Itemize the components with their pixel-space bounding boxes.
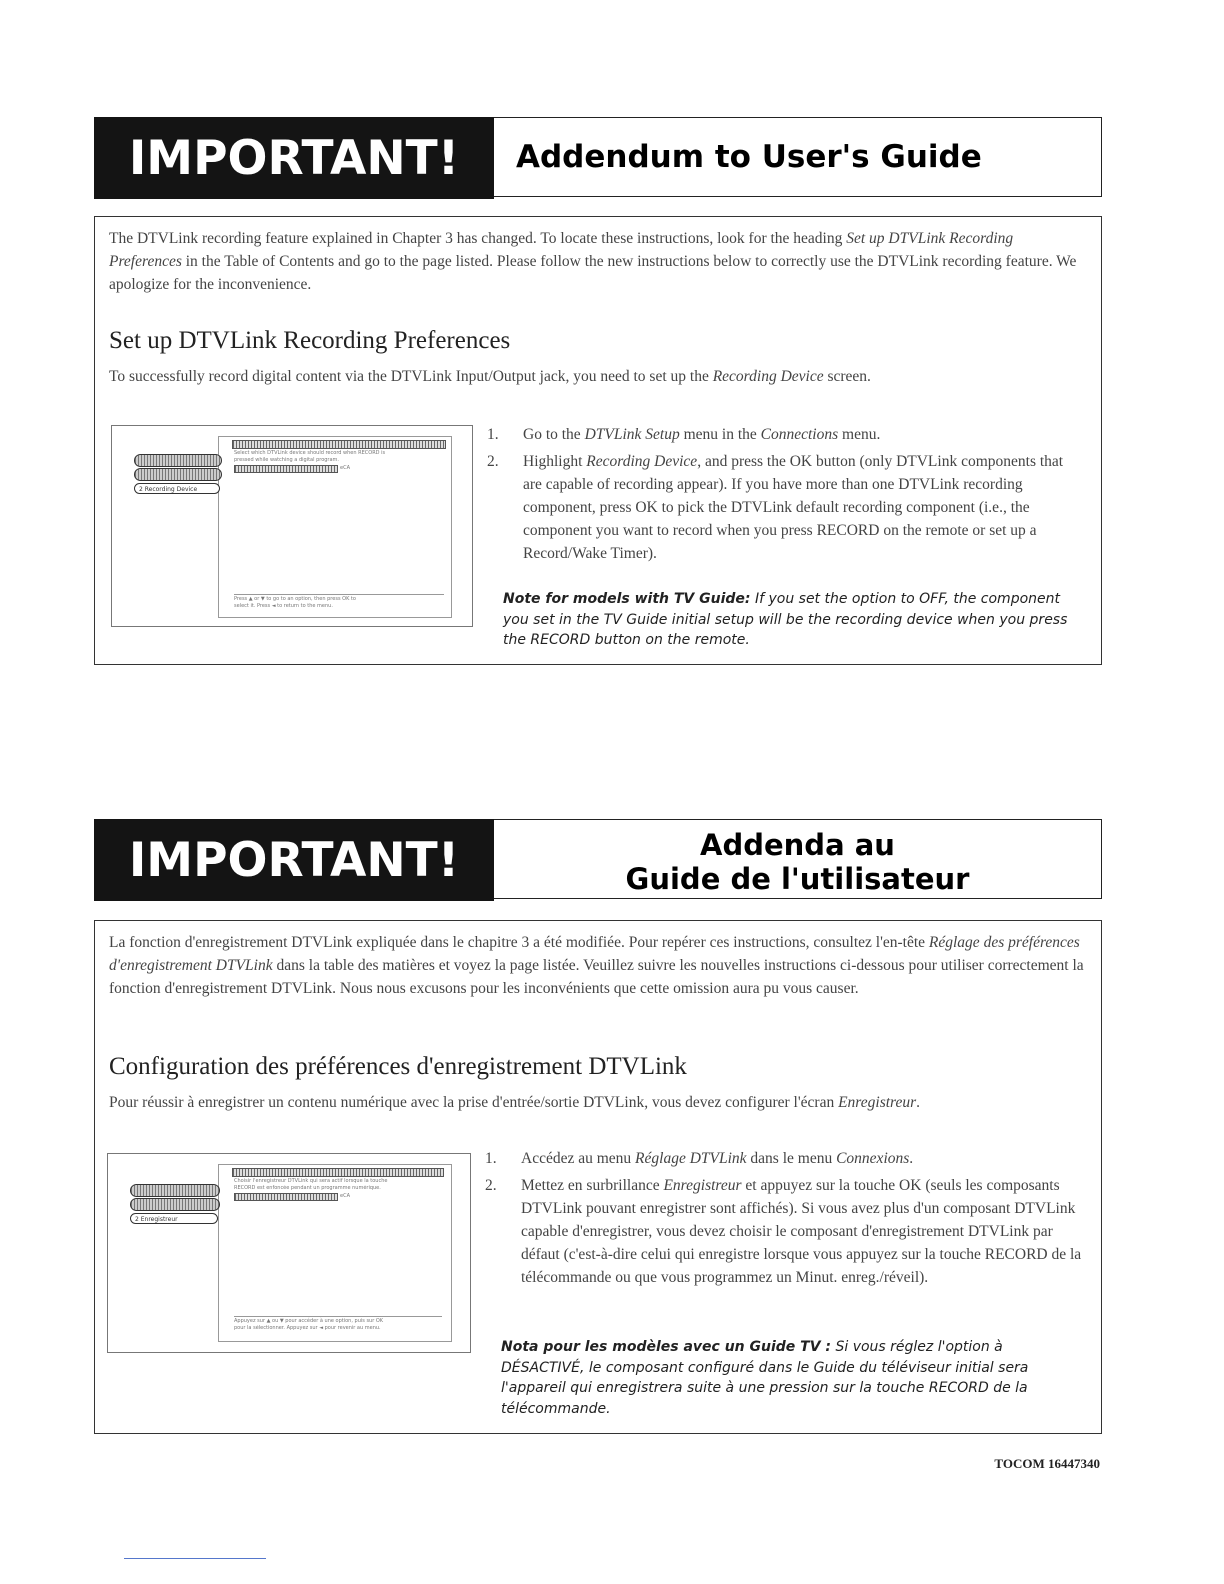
en-note bbox=[503, 589, 1083, 651]
fr-screenshot-tab-2 bbox=[130, 1198, 220, 1211]
en-step-1 bbox=[487, 423, 1085, 446]
fr-page-title-line-2: Guide de l'utilisateur bbox=[625, 862, 970, 896]
fr-page-title-line-1: Addenda au bbox=[700, 828, 895, 862]
fr-screenshot-line1: Choisir l'enregistreur DTVLink qui sera actif lorsque la touche bbox=[234, 1178, 388, 1184]
fr-section-heading: Configuration des préférences d'enregistrement DTVLink bbox=[109, 1053, 687, 1080]
fr-page-title bbox=[494, 819, 1102, 899]
fr-content-box bbox=[94, 920, 1102, 1434]
fr-important-badge: IMPORTANT! bbox=[94, 819, 494, 901]
fr-screenshot-help2: pour la sélectionner. Appuyez sur ◄ pour revenir au menu. bbox=[234, 1325, 381, 1331]
fr-steps bbox=[485, 1147, 1085, 1289]
fr-step-2-text-b: et appuyez sur la touche OK (seuls les composants DTVLink pouvant enregistrer sont affichés). Si vous avez plus d'un composant DTVLink capable d'enregistrer, vous devez choisir le composant d'enregistrement DTVLink par défaut (c'est-à-dire celui qui enregistre lorsque vous appuyez sur la touche RECORD de la télécommande ou que vous programmez un Minut. enreg./réveil). bbox=[521, 1177, 1082, 1286]
fr-intro-text-b: dans la table des matières et voyez la page listée. Veuillez suivre les nouvelles instructions ci-dessous pour utiliser correctement la fonction d'enregistrement DTVLink. Nous nous excusons pour les inconvénients que cette omission aura pu vous causer. bbox=[109, 957, 1084, 997]
fr-step-2-option: Enregistreur bbox=[663, 1177, 742, 1194]
en-step-2 bbox=[487, 450, 1085, 565]
fr-step-2 bbox=[485, 1174, 1085, 1289]
fr-menu-screenshot bbox=[107, 1153, 471, 1353]
fr-note-text: Si vous réglez l'option à DÉSACTIVÉ, le composant configuré dans le Guide du téléviseur initial sera l'appareil qui enregistrera suite à une pression sur la touche RECORD de la télécommande. bbox=[501, 1339, 1029, 1417]
fr-intro bbox=[109, 931, 1084, 1000]
en-step-2-text-b: , and press the OK button (only DTVLink components that are capable of recording appear). If you have more than one DTVLink recording component, press OK to pick the DTVLink default recording component (i.e., the component you want to record when you press RECORD on the remote or set up a Record/Wake Timer). bbox=[523, 453, 1064, 562]
en-section-heading: Set up DTVLink Recording Preferences bbox=[109, 327, 511, 354]
en-step-2-number: 2. bbox=[487, 453, 499, 470]
en-lead bbox=[109, 365, 1069, 388]
fr-step-2-number: 2. bbox=[485, 1177, 497, 1194]
fr-step-1-menu-2: Connexions bbox=[836, 1150, 910, 1167]
fr-note bbox=[501, 1337, 1086, 1419]
en-note-label: Note for models with TV Guide: bbox=[503, 591, 751, 607]
en-screenshot-tab-recording-device: 2 Recording Device bbox=[134, 483, 220, 494]
en-screenshot-option-highlight bbox=[234, 465, 338, 473]
fr-screenshot-tab-enregistreur: 2 Enregistreur bbox=[130, 1213, 218, 1224]
fr-step-1-text-b: dans le menu bbox=[746, 1150, 837, 1167]
en-intro bbox=[109, 227, 1079, 296]
fr-screenshot-tab-1 bbox=[130, 1184, 220, 1197]
en-lead-screen-name: Recording Device bbox=[712, 368, 824, 385]
en-important-badge: IMPORTANT! bbox=[94, 117, 494, 199]
fr-step-1-number: 1. bbox=[485, 1150, 497, 1167]
en-step-1-text-c: menu. bbox=[838, 426, 881, 443]
fr-header bbox=[94, 819, 1102, 901]
fr-step-2-text-a: Mettez en surbrillance bbox=[521, 1177, 664, 1194]
fr-screenshot-titlebar bbox=[232, 1168, 444, 1177]
fr-intro-text-a: La fonction d'enregistrement DTVLink expliquée dans le chapitre 3 a été modifiée. Pour repérer ces instructions, consultez l'en-tête bbox=[109, 934, 929, 951]
en-step-1-text-b: menu in the bbox=[679, 426, 761, 443]
en-screenshot-option-suffix: eCA bbox=[340, 465, 350, 471]
en-step-2-text-a: Highlight bbox=[523, 453, 587, 470]
document-id: TOCOM 16447340 bbox=[994, 1456, 1100, 1471]
en-steps bbox=[487, 423, 1085, 565]
en-step-1-menu-1: DTVLink Setup bbox=[584, 426, 680, 443]
en-screenshot-line1: Select which DTVLink device should record when RECORD is bbox=[234, 450, 386, 456]
fr-lead-screen-name: Enregistreur bbox=[838, 1094, 917, 1111]
en-screenshot-tab-2 bbox=[134, 468, 222, 481]
fr-screenshot-line2: RECORD est enfoncée pendant un programme numérique. bbox=[234, 1185, 381, 1191]
en-step-1-text-a: Go to the bbox=[523, 426, 585, 443]
en-lead-text-b: screen. bbox=[823, 368, 871, 385]
en-screenshot-line2: pressed while watching a digital program. bbox=[234, 457, 340, 463]
en-lead-text-a: To successfully record digital content via the DTVLink Input/Output jack, you need to set up the bbox=[109, 368, 713, 385]
fr-lead-text-a: Pour réussir à enregistrer un contenu numérique avec la prise d'entrée/sortie DTVLink, vous devez configurer l'écran bbox=[109, 1094, 839, 1111]
en-intro-text-a: The DTVLink recording feature explained in Chapter 3 has changed. To locate these instructions, look for the heading bbox=[109, 230, 847, 247]
en-intro-text-b: in the Table of Contents and go to the page listed. Please follow the new instructions below to correctly use the DTVLink recording feature. We apologize for the inconvenience. bbox=[109, 253, 1077, 293]
en-content-box bbox=[94, 216, 1102, 665]
en-screenshot-titlebar bbox=[232, 440, 446, 449]
en-step-2-option: Recording Device bbox=[586, 453, 698, 470]
en-screenshot-tab-1 bbox=[134, 454, 222, 467]
fr-screenshot-help1: Appuyez sur ▲ ou ▼ pour accéder à une option, puis sur OK bbox=[234, 1316, 442, 1325]
fr-screenshot-option-highlight bbox=[234, 1193, 338, 1201]
fr-step-1-menu-1: Réglage DTVLink bbox=[635, 1150, 747, 1167]
en-header bbox=[94, 117, 1102, 199]
bottom-rule bbox=[124, 1558, 266, 1559]
en-screenshot-help2: select it. Press ◄ to return to the menu. bbox=[234, 603, 333, 609]
en-note-text: If you set the option to OFF, the component you set in the TV Guide initial setup will be the recording device when you press the RECORD button on the remote. bbox=[503, 591, 1068, 648]
en-step-1-number: 1. bbox=[487, 426, 499, 443]
en-page-title: Addendum to User's Guide bbox=[494, 117, 1102, 197]
fr-step-1-text-c: . bbox=[909, 1150, 914, 1167]
fr-lead-text-b: . bbox=[916, 1094, 921, 1111]
fr-intro-heading-ref: Réglage des préférences d'enregistrement DTVLink bbox=[109, 934, 1080, 974]
fr-step-1-text-a: Accédez au menu bbox=[521, 1150, 636, 1167]
fr-lead bbox=[109, 1091, 1084, 1114]
en-intro-heading-ref: Set up DTVLink Recording Preferences bbox=[109, 230, 1014, 270]
en-step-1-menu-2: Connections bbox=[760, 426, 839, 443]
fr-screenshot-option-suffix: eCA bbox=[340, 1193, 350, 1199]
fr-note-label: Nota pour les modèles avec un Guide TV : bbox=[501, 1339, 832, 1355]
en-menu-screenshot bbox=[111, 425, 473, 627]
fr-step-1 bbox=[485, 1147, 1085, 1170]
en-screenshot-help1: Press ▲ or ▼ to go to an option, then press OK to bbox=[234, 594, 444, 603]
